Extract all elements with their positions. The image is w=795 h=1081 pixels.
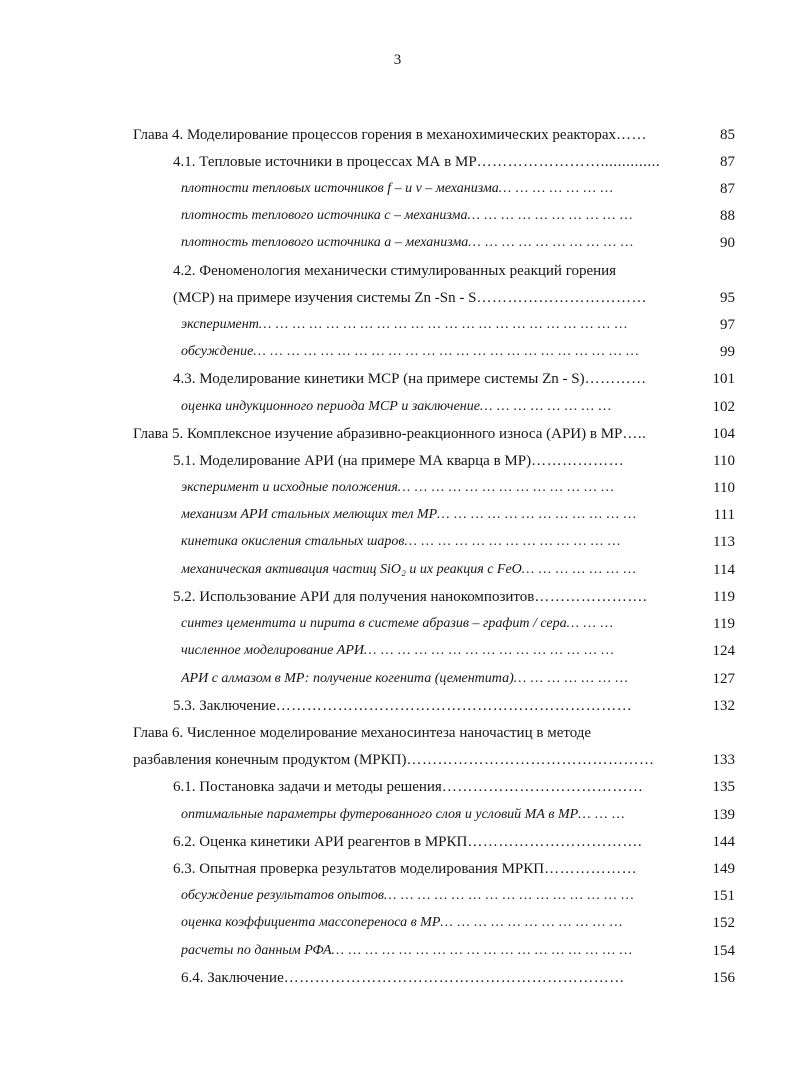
toc-subentry (181, 206, 685, 226)
toc-leader-dots: …………………………………………………………… (275, 698, 633, 714)
toc-entry-4-2-cont (173, 288, 685, 308)
toc-leader-dots: ………………………………………… (406, 752, 655, 768)
toc-page-number: 151 (712, 888, 735, 904)
toc-page-number: 154 (712, 943, 735, 959)
toc-leader-dots: … … … … … … … … … … … … … … … … … … (331, 943, 633, 958)
toc-subentry (181, 179, 685, 199)
toc-leader-dots: … … … … … … … (521, 562, 637, 577)
toc-leader-dots: ……………………………. (467, 834, 643, 850)
toc-entry-title: механическая активация частиц SiO₂ и их реакция с FeO (181, 562, 522, 577)
toc-leader-dots: … … … … … … … … (479, 399, 612, 414)
toc-leader-dots: … … … … … … … … … … … … … … … (383, 888, 635, 903)
toc-entry-title: расчеты по данным РФА (181, 943, 332, 958)
toc-subentry (181, 886, 685, 906)
toc-entry-title: плотность теплового источника с – механизма (181, 208, 468, 223)
toc-subentry (181, 397, 685, 417)
toc-entry-title: АРИ с алмазом в МР: получение когенита (цементита) (181, 671, 514, 686)
toc-entry-title: кинетика окисления стальных шаров (181, 534, 405, 549)
toc-entry-title: оценка индукционного периода МСР и заключение (181, 399, 480, 414)
toc-leader-dots: … … … … … … … … … … … … … … … (364, 643, 615, 658)
toc-entry-title: Глава 6. Численное моделирование механосинтеза наночастиц в методе (133, 725, 592, 741)
toc-page-number: 87 (720, 154, 735, 170)
toc-entry-title: 6.3. Опытная проверка результатов моделирования МРКП (173, 861, 545, 877)
toc-leader-dots: …………………………… (476, 290, 647, 306)
toc-subentry (181, 315, 685, 335)
toc-entry-6-4 (181, 968, 685, 988)
toc-leader-dots: ……………… (531, 453, 625, 469)
toc-entry-title: 5.1. Моделирование АРИ (на примере МА кварца в МР) (173, 453, 532, 469)
toc-page-number: 85 (720, 127, 735, 143)
toc-entry-title: 4.1. Тепловые источники в процессах МА в МР (173, 154, 477, 170)
toc-entry-chapter-6-cont (133, 750, 685, 770)
toc-page-number: 119 (713, 589, 735, 605)
toc-entry-chapter-6 (133, 723, 685, 743)
toc-page-number: 156 (712, 970, 735, 986)
toc-entry-title: плотности тепловых источников f – и v – механизма (181, 181, 499, 196)
toc-entry-title: 5.2. Использование АРИ для получения нанокомпозитов (173, 589, 535, 605)
toc-leader-dots: … … … (566, 616, 614, 631)
toc-leader-dots: … … … … … … … … … … … … … (397, 480, 615, 495)
toc-page-number: 139 (712, 807, 735, 823)
toc-entry-5-3 (173, 696, 685, 716)
toc-leader-dots: … … … … … … … … … … … … … … … … … … … … … … … (253, 344, 640, 359)
toc-page-number: 133 (712, 752, 735, 768)
toc-entry-title: разбавления конечным продуктом (МРКП) (133, 752, 407, 768)
toc-page-number: 110 (713, 453, 735, 469)
toc-page-number: 90 (720, 235, 735, 251)
toc-leader-dots: ………… (584, 371, 647, 387)
toc-page-number: 119 (713, 616, 735, 632)
toc-leader-dots: …………………….............. (476, 154, 661, 170)
toc-page-number: 95 (720, 290, 735, 306)
toc-entry-5-2 (173, 587, 685, 607)
toc-page-number: 104 (712, 426, 735, 442)
toc-entry-title: 6.4. Заключение (181, 970, 284, 986)
toc-entry-6-3 (173, 859, 685, 879)
toc-subentry (181, 669, 685, 689)
toc-entry-chapter-4 (133, 125, 685, 145)
toc-page-number: 87 (720, 181, 735, 197)
toc-leader-dots: …… (616, 127, 648, 143)
toc-leader-dots: ………………………………… (441, 779, 644, 795)
toc-subentry (181, 505, 685, 525)
toc-entry-title: механизм АРИ стальных мелющих тел МР (181, 507, 438, 522)
toc-leader-dots: … … … … … … … … … … … … … (404, 534, 621, 549)
toc-leader-dots: … … … … … … … (513, 671, 629, 686)
toc-subentry (181, 560, 685, 580)
toc-entry-title: обсуждение (181, 344, 254, 359)
toc-page-number: 97 (720, 317, 735, 333)
toc-entry-4-1 (173, 152, 685, 172)
toc-subentry (181, 233, 685, 253)
toc-leader-dots: … … … … … … … … … … (468, 235, 634, 250)
toc-page-number: 110 (713, 480, 735, 496)
toc-entry-chapter-5 (133, 424, 685, 444)
toc-subentry (181, 913, 685, 933)
toc-entry-title: численное моделирование АРИ (181, 643, 364, 658)
toc-page-number: 99 (720, 344, 735, 360)
page-number: 3 (393, 52, 402, 68)
toc-leader-dots: …………………. (534, 589, 648, 605)
toc-leader-dots: … … … (578, 807, 626, 822)
toc-entry-4-2 (173, 261, 685, 281)
toc-entry-title: оптимальные параметры футерованного слоя и условий МА в МР (181, 807, 579, 822)
toc-subentry (181, 342, 685, 362)
toc-leader-dots: … … … … … … … … … … … (440, 915, 623, 930)
toc-entry-title: 4.2. Феноменология механически стимулированных реакций горения (173, 263, 617, 279)
toc-entry-title: Глава 4. Моделирование процессов горения в механохимических реакторах (133, 127, 617, 143)
toc-entry-title: (МСР) на примере изучения системы Zn -Sn - S (173, 290, 477, 306)
toc-page-number: 152 (712, 915, 735, 931)
toc-page-number: 135 (712, 779, 735, 795)
toc-page-number: 127 (712, 671, 735, 687)
toc-leader-dots: … … … … … … … … … … … … (437, 507, 637, 522)
toc-entry-title: 5.3. Заключение (173, 698, 276, 714)
toc-leader-dots: ……………… (544, 861, 638, 877)
toc-page-number: 102 (712, 399, 735, 415)
toc-entry-title: оценка коэффициента массопереноса в МР (181, 915, 441, 930)
toc-entry-title: 4.3. Моделирование кинетики МСР (на примере системы Zn - S) (173, 371, 585, 387)
toc-page-number: 113 (713, 534, 735, 550)
toc-page-number: 111 (713, 507, 735, 523)
toc-page-number: 114 (713, 562, 735, 578)
toc-subentry (181, 478, 685, 498)
toc-subentry (181, 641, 685, 661)
toc-subentry (181, 941, 685, 961)
toc-page-number: 124 (712, 643, 735, 659)
toc-page-number: 144 (712, 834, 735, 850)
toc-entry-title: эксперимент и исходные положения (181, 480, 398, 495)
toc-entry-title: Глава 5. Комплексное изучение абразивно-реакционного износа (АРИ) в МР (133, 426, 623, 442)
toc-entry-title: синтез цементита и пирита в системе абразив – графит / сера (181, 616, 567, 631)
toc-entry-6-2 (173, 832, 685, 852)
toc-page-number: 101 (712, 371, 735, 387)
toc-subentry (181, 614, 685, 634)
toc-subentry (181, 805, 685, 825)
toc-entry-title: плотность теплового источника а – механизма (181, 235, 469, 250)
toc-entry-4-3 (173, 369, 685, 389)
toc-entry-title: 6.2. Оценка кинетики АРИ реагентов в МРКП (173, 834, 468, 850)
toc-page-number: 132 (712, 698, 735, 714)
toc-entry-title: обсуждение результатов опытов (181, 888, 384, 903)
toc-entry-title: эксперимент (181, 317, 259, 332)
toc-entry-6-1 (173, 777, 685, 797)
toc-subentry (181, 532, 685, 552)
toc-leader-dots: … … … … … … … … … … … … … … … … … … … … … … (258, 317, 628, 332)
toc-leader-dots: ………………………………………………………… (283, 970, 625, 986)
toc-entry-5-1 (173, 451, 685, 471)
toc-leader-dots: … … … … … … … … … … (467, 208, 633, 223)
toc-entry-title: 6.1. Постановка задачи и методы решения (173, 779, 442, 795)
toc-page-number: 88 (720, 208, 735, 224)
toc-leader-dots: … … … … … … … (498, 181, 614, 196)
toc-page-number: 149 (712, 861, 735, 877)
toc-leader-dots: ….. (622, 426, 647, 442)
